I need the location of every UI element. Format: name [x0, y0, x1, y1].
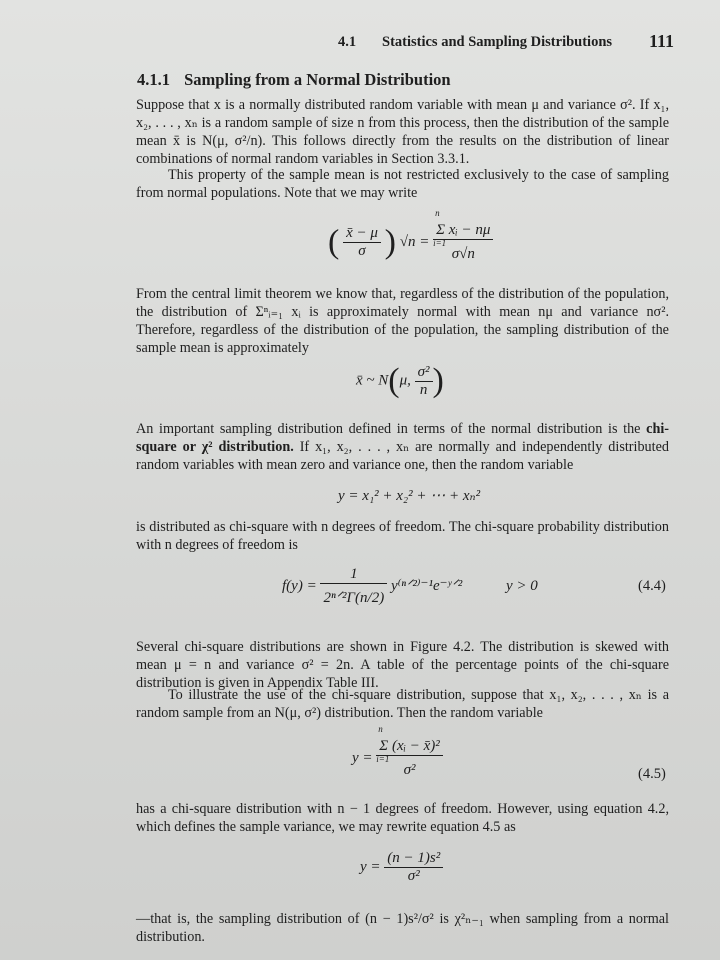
section-heading-number: 4.1.1: [137, 70, 170, 89]
eq2-denominator: n: [419, 381, 428, 398]
page-number: 111: [648, 31, 674, 51]
p4-text-a: An important sampling distribution defined in terms of the normal distribution is the: [136, 421, 647, 437]
paragraph-3: From the central limit theorem we know that, regardless of the distribution of the population, the distribution of Σⁿᵢ₌₁ xᵢ is approximately normal with mean nμ and variance nσ². Therefore, regardless of the distribution of the population, the sampling distribution of the sample mean is approximately: [136, 286, 669, 356]
equation-label-4-5: (4.5): [638, 766, 666, 782]
eq5-lhs: y =: [352, 749, 373, 766]
eq1-rhs-numerator: Σ xᵢ − nμ: [436, 222, 491, 238]
eq5-denominator: σ²: [403, 762, 416, 778]
p4-bold-term: chi-square or χ² distribution.: [136, 421, 669, 455]
eq4-condition: y > 0: [505, 577, 538, 594]
eq6-lhs: y =: [360, 858, 381, 875]
eq2-lhs: x̄ ~ N: [356, 372, 389, 389]
equation-chi-square-pdf: [282, 566, 538, 607]
eq1-lhs-denominator: σ: [358, 243, 366, 259]
eq4-numerator: 1: [320, 566, 387, 584]
header-title: Statistics and Sampling Distributions: [382, 34, 613, 50]
eq1-sum-lower: i=1: [433, 238, 447, 248]
section-heading-title: Sampling from a Normal Distribution: [184, 70, 451, 89]
eq5-sum-upper: n: [378, 724, 383, 734]
paragraph-1: Suppose that x is a normally distributed random variable with mean μ and variance σ². If x₁, x₂, . . . , xₙ is a random sample of size n from this process, then the distribution of the sample mean x̄ is N(μ, σ²/n). This follows directly from the results on the distribution of linear combinations of normal random variables in Section 3.3.1.: [136, 97, 669, 167]
eq4-lhs: f(y) =: [282, 577, 317, 594]
paragraph-8: has a chi-square distribution with n − 1 degrees of freedom. However, using equation 4.2, which defines the sample variance, we may rewrite equation 4.5 as: [136, 801, 669, 835]
paragraph-2: This property of the sample mean is not restricted exclusively to the case of sampling from normal populations. Note that we may write: [136, 167, 669, 201]
p4-text-b: If x₁, x₂, . . . , xₙ are normally and independently distributed random variables with mean zero and variance one, then the random variable: [136, 439, 669, 473]
equation-sample-mean-distribution: x̄ ~ N(μ, $\frac{\text{σ²}}{n}$ ): [356, 362, 444, 399]
eq6-numerator: (n − 1)s²: [384, 850, 443, 868]
paragraph-5: is distributed as chi-square with n degrees of freedom. The chi-square probability distribution with n degrees of freedom is: [136, 519, 669, 553]
section-heading: [137, 70, 451, 90]
eq1-lhs-numerator: x̄ − μ: [343, 225, 381, 243]
eq5-numerator: Σ (xᵢ − x̄)²: [379, 738, 440, 754]
header-section-number: 4.1: [338, 34, 357, 50]
equation-label-4-4: (4.4): [638, 578, 666, 594]
paragraph-9: —that is, the sampling distribution of (n − 1)s²/σ² is χ²ₙ₋₁ when sampling from a normal distribution.: [136, 911, 669, 945]
eq2-mu: μ,: [399, 372, 411, 389]
eq1-sqrt: √n =: [399, 233, 430, 250]
equation-rewritten: [360, 850, 443, 885]
paragraph-7: To illustrate the use of the chi-square distribution, suppose that x₁, x₂, . . . , xₙ is a random sample from an N(μ, σ²) distribution. Then the random variable: [136, 687, 669, 721]
eq2-numerator: σ²: [415, 364, 433, 382]
eq5-sum-lower: i=1: [376, 754, 390, 764]
paragraph-4: [136, 420, 669, 474]
eq1-sum-upper: n: [435, 208, 440, 218]
equation-sample-chi-square: [352, 724, 443, 779]
eq1-rhs-denominator: σ√n: [451, 246, 475, 262]
paragraph-6: Several chi-square distributions are shown in Figure 4.2. The distribution is skewed with mean μ = n and variance σ² = 2n. A table of the percentage points of the chi-square distribution is given in Appendix Table III.: [136, 639, 669, 691]
eq4-denominator: 2ⁿᐟ²Γ(n/2): [323, 590, 385, 606]
eq4-rhs: y⁽ⁿᐟ²⁾⁻¹e⁻ʸᐟ²: [390, 577, 463, 594]
equation-chi-square-sum: y = x₁² + x₂² + ⋯ + xₙ²: [338, 488, 481, 504]
equation-standardized-mean: ( $\frac{x̄ - \mu}{\sigma}$ ) √n = n Σ xᵢ − nμ i=1 σ√n: [328, 222, 493, 263]
eq6-denominator: σ²: [407, 868, 420, 884]
